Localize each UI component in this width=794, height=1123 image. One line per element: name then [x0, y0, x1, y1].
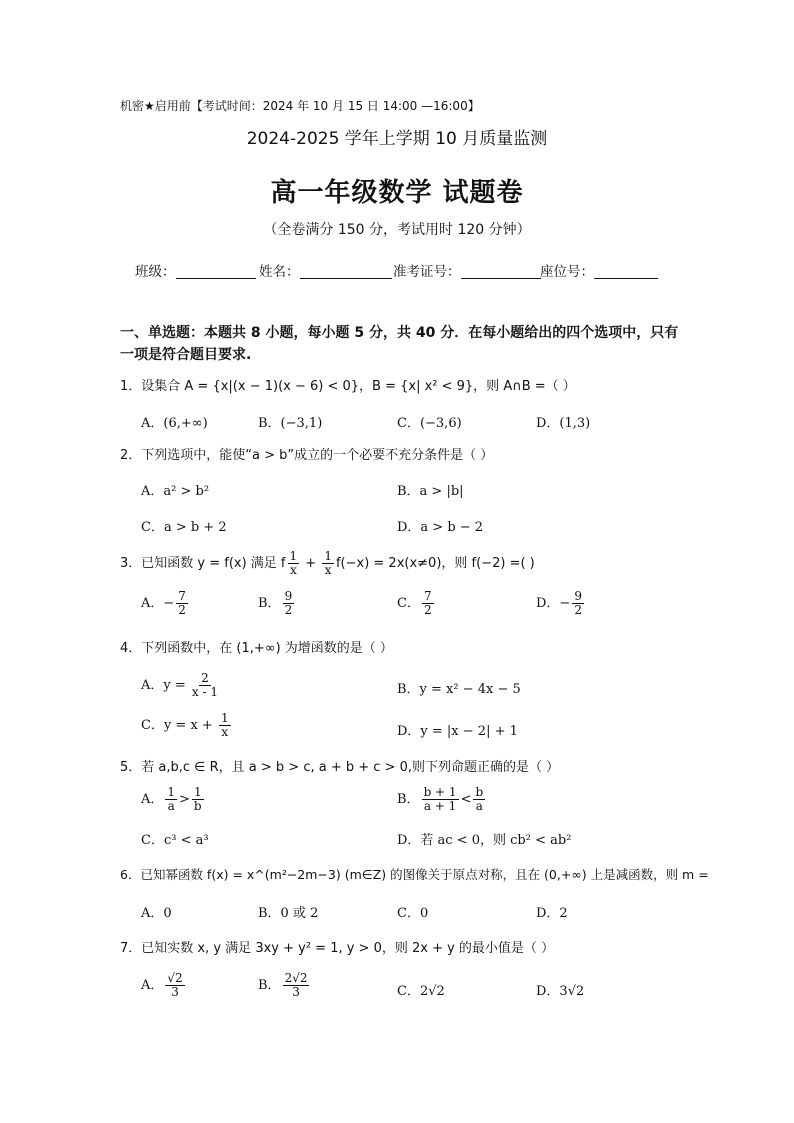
frac-numerator: 1 [289, 549, 298, 563]
option-fraction [192, 672, 218, 699]
option-fraction [283, 972, 310, 999]
option-label: C． [397, 596, 420, 611]
option-label: A． [141, 792, 164, 807]
frac-numerator: 2 [201, 671, 209, 685]
option-fraction [422, 590, 434, 617]
option-label: C．y = x + [141, 718, 217, 733]
frac-numerator: b + 1 [423, 785, 457, 799]
question-6-option-d[interactable]: D．2 [536, 906, 568, 921]
question-1-option-c[interactable]: C．(−3,6) [397, 416, 462, 431]
question-6-stem: 6．已知幂函数 f(x) = x^(m²−2m−3) (m∈Z) 的图像关于原点对称，且在 (0,+∞) 上是减函数，则 m = [120, 867, 709, 882]
question-3-frac-1 [288, 550, 300, 577]
frac-numerator: 9 [284, 589, 293, 603]
option-fraction-1 [422, 786, 459, 813]
question-6-option-a[interactable]: A．0 [141, 906, 172, 921]
frac-numerator: 2√2 [284, 971, 308, 985]
question-6-option-c[interactable]: C．0 [397, 906, 429, 921]
class-field [135, 260, 256, 280]
frac-denominator: a [167, 799, 175, 813]
option-fraction-2 [473, 786, 485, 813]
option-relation: > [179, 792, 190, 807]
option-label: D．− [536, 596, 571, 611]
frac-numerator: 7 [178, 589, 186, 603]
question-3-stem [120, 550, 535, 577]
question-3-stem-after: f(−x) = 2x(x≠0)，则 f(−2) =( ) [335, 556, 535, 571]
question-4-option-a[interactable] [141, 672, 220, 699]
frac-denominator: x - 1 [191, 685, 218, 699]
question-7-option-d[interactable]: D．3√2 [536, 984, 585, 999]
seat-field [540, 260, 658, 280]
option-fraction [219, 712, 231, 739]
frac-denominator: 2 [178, 603, 186, 617]
question-3-option-d[interactable] [536, 590, 586, 617]
question-4-stem: 4．下列函数中，在 (1,+∞) 为增函数的是（ ） [120, 641, 393, 656]
question-7-option-c[interactable]: C．2√2 [397, 984, 445, 999]
question-7-option-b[interactable] [258, 972, 311, 999]
frac-denominator: 3 [292, 985, 300, 999]
question-3-option-c[interactable] [397, 590, 436, 617]
name-label: 姓名： [259, 264, 300, 280]
frac-numerator: 9 [574, 589, 582, 603]
question-2-stem: 2．下列选项中，能使“a > b”成立的一个必要不充分条件是（ ） [120, 448, 494, 463]
question-3-stem-before: 3．已知函数 y = f(x) 满足 f [120, 556, 286, 571]
option-label: B． [258, 596, 281, 611]
question-3-frac-2 [322, 550, 334, 577]
option-relation: < [460, 792, 472, 807]
name-blank[interactable] [300, 264, 392, 279]
confidential-notice: 机密★启用前【考试时间：2024 年 10 月 15 日 14:00 —16:00】 [120, 99, 480, 113]
frac-denominator: 2 [284, 603, 293, 617]
seat-label: 座位号： [540, 264, 594, 280]
seat-blank[interactable] [594, 264, 658, 279]
exam-title: 高一年级数学 试题卷 [270, 178, 524, 208]
question-6-option-b[interactable]: B．0 或 2 [258, 906, 319, 921]
option-label: A．y = [141, 678, 190, 693]
frac-denominator: x [221, 725, 229, 739]
frac-numerator: 1 [220, 711, 229, 725]
option-fraction [165, 972, 184, 999]
frac-denominator: b [193, 799, 202, 813]
question-1-option-d[interactable]: D．(1,3) [536, 416, 591, 431]
frac-numerator: b [475, 785, 484, 799]
question-3-option-a[interactable] [141, 590, 190, 617]
option-fraction [283, 590, 295, 617]
class-blank[interactable] [176, 264, 256, 279]
exam-subtitle: 2024-2025 学年上学期 10 月质量监测 [246, 129, 548, 149]
question-3-stem-mid: + [301, 556, 321, 571]
question-2-option-b[interactable]: B．a > |b| [397, 484, 464, 499]
frac-numerator: 1 [193, 785, 202, 799]
question-1-option-b[interactable]: B．(−3,1) [258, 416, 323, 431]
question-2-option-a[interactable]: A．a² > b² [141, 484, 210, 499]
question-5-option-c[interactable]: C．c³ < a³ [141, 833, 209, 848]
section-title: 一、单选题：本题共 8 小题，每小题 5 分，共 40 分．在每小题给出的四个选项中，只有一项是符合题目要求. [120, 325, 679, 363]
name-field [259, 260, 392, 280]
question-4-option-b[interactable]: B．y = x² − 4x − 5 [397, 682, 521, 697]
exam-note: （全卷满分 150 分，考试用时 120 分钟） [263, 222, 531, 238]
option-fraction [176, 590, 188, 617]
question-2-option-c[interactable]: C．a > b + 2 [141, 520, 227, 535]
frac-denominator: 3 [171, 985, 179, 999]
option-label: A．− [141, 596, 175, 611]
question-7-option-a[interactable] [141, 972, 187, 999]
question-7-stem: 7．已知实数 x, y 满足 3xy + y² = 1, y > 0，则 2x + y 的最小值是（ ） [120, 941, 555, 956]
option-label: B． [258, 978, 281, 993]
exam-id-label: 准考证号： [393, 264, 461, 280]
question-5-stem: 5．若 a,b,c ∈ R，且 a > b > c, a + b + c > 0,则下列命题正确的是（ ） [120, 760, 560, 775]
frac-denominator: a [475, 799, 483, 813]
exam-id-blank[interactable] [461, 264, 541, 279]
question-1-option-a[interactable]: A．(6,+∞) [141, 416, 208, 431]
option-label: A． [141, 978, 164, 993]
frac-denominator: a + 1 [423, 799, 457, 813]
question-1-stem: 1．设集合 A = {x|(x − 1)(x − 6) < 0}，B = {x| x² < 9}，则 A∩B =（ ） [120, 379, 576, 394]
frac-numerator: 7 [423, 589, 432, 603]
frac-denominator: 2 [423, 603, 432, 617]
option-fraction-2 [192, 786, 204, 813]
frac-numerator: 1 [167, 785, 176, 799]
question-2-option-d[interactable]: D．a > b − 2 [397, 520, 484, 535]
class-label: 班级： [135, 264, 176, 280]
frac-denominator: x [324, 563, 332, 577]
question-5-option-b[interactable] [397, 786, 487, 813]
frac-denominator: 2 [574, 603, 582, 617]
option-fraction-1 [165, 786, 177, 813]
frac-numerator: √2 [167, 971, 183, 985]
question-5-option-d[interactable]: D．若 ac < 0，则 cb² < ab² [397, 833, 572, 848]
question-4-option-c[interactable] [141, 712, 233, 739]
option-label: B． [397, 792, 420, 807]
question-4-option-d[interactable]: D．y = |x − 2| + 1 [397, 724, 518, 739]
exam-id-field [393, 260, 541, 280]
frac-numerator: 1 [324, 549, 332, 563]
option-fraction [572, 590, 584, 617]
question-5-option-a[interactable] [141, 786, 206, 813]
frac-denominator: x [289, 563, 297, 577]
question-3-option-b[interactable] [258, 590, 296, 617]
